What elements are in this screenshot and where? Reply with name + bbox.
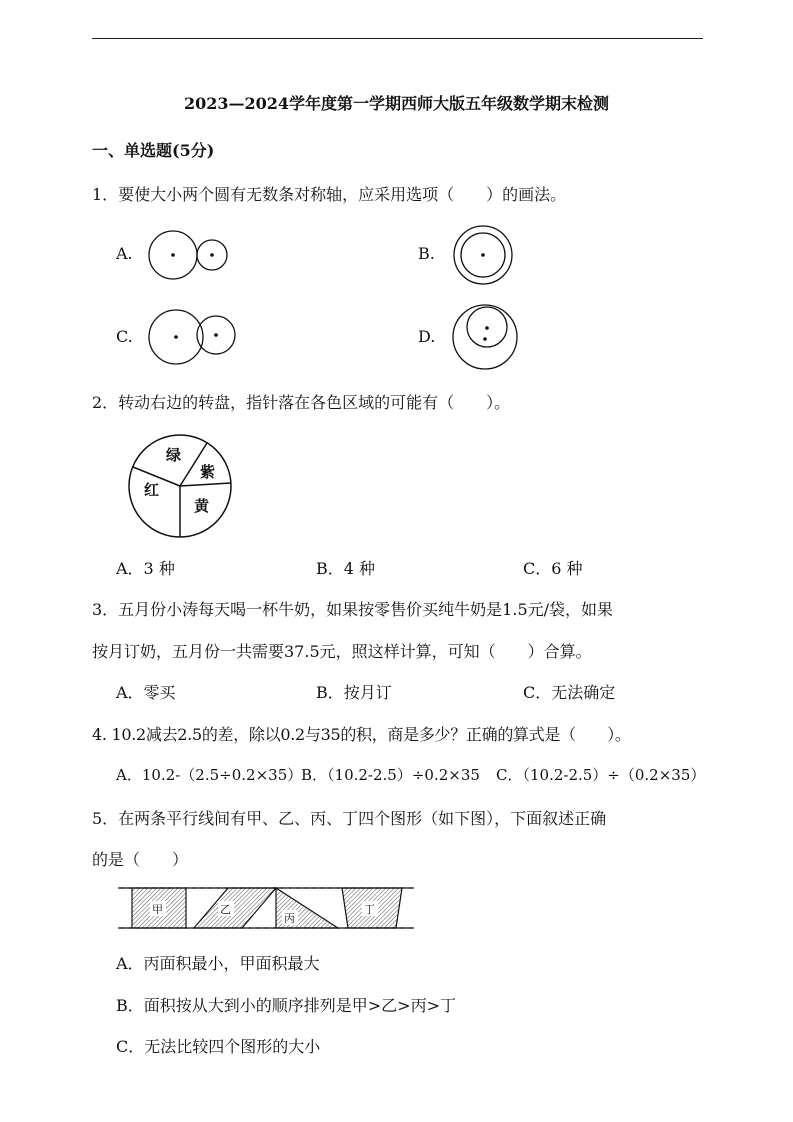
wheel-label-red: 红 [144,481,160,499]
q1-option-c-label: C. [116,327,133,346]
q4-option-a: A．10.2-（2.5÷0.2×35） [116,766,303,784]
q5-option-b: B．面积按从大到小的顺序排列是甲>乙>丙>丁 [116,996,456,1015]
q4-option-c: C．（10.2-2.5）÷（0.2×35） [496,766,706,784]
q3-option-c: C．无法确定 [523,683,616,702]
shape-label-bing: 丙 [284,912,295,925]
q3-option-b: B．按月订 [316,683,392,702]
q1-option-d-label: D. [418,327,436,346]
q5-option-a: A．丙面积最小，甲面积最大 [116,954,320,973]
q1-option-c-figure [148,310,243,365]
q3-option-a: A．零买 [116,683,176,702]
q4-option-b: B．（10.2-2.5）÷0.2×35 [301,766,480,784]
q1-option-a-label: A. [116,244,133,263]
q2-option-b: B．4 种 [316,559,376,578]
wheel-label-yellow: 黄 [194,497,210,515]
question-5-line2: 的是（ ） [92,850,189,869]
question-4-text: 4. 10.2减去2.5的差，除以0.2与35的积，商是多少？正确的算式是（ ）。 [92,725,631,744]
question-3-line2: 按月订奶，五月份一共需要37.5元，照这样计算，可知（ ）合算。 [92,642,592,661]
shape-label-jia: 甲 [152,903,163,916]
question-2-text: 2．转动右边的转盘，指针落在各色区域的可能有（ ）。 [92,393,511,412]
section-heading: 一、单选题(5分) [92,141,215,160]
q2-option-a: A．3 种 [116,559,175,578]
wheel-label-green: 绿 [166,446,182,464]
q1-option-d-figure [452,305,520,371]
question-3-line1: 3．五月份小涛每天喝一杯牛奶，如果按零售价买纯牛奶是1.5元/袋，如果 [92,600,614,619]
page-title: 2023—2024学年度第一学期西师大版五年级数学期末检测 [183,94,610,113]
q1-option-a-figure [148,230,238,280]
q1-option-b-label: B. [418,244,435,263]
question-1-text: 1．要使大小两个圆有无数条对称轴，应采用选项（ ）的画法。 [92,185,567,204]
shape-label-ding: 丁 [364,903,375,916]
shape-label-yi: 乙 [220,903,231,916]
q2-option-c: C．6 种 [523,559,583,578]
wheel-label-purple: 紫 [200,463,216,481]
header-rule [92,38,703,39]
q5-option-c: C．无法比较四个图形的大小 [116,1037,321,1056]
q1-option-b-figure [452,226,514,288]
question-5-line1: 5．在两条平行线间有甲、乙、丙、丁四个图形（如下图），下面叙述正确 [92,809,607,828]
